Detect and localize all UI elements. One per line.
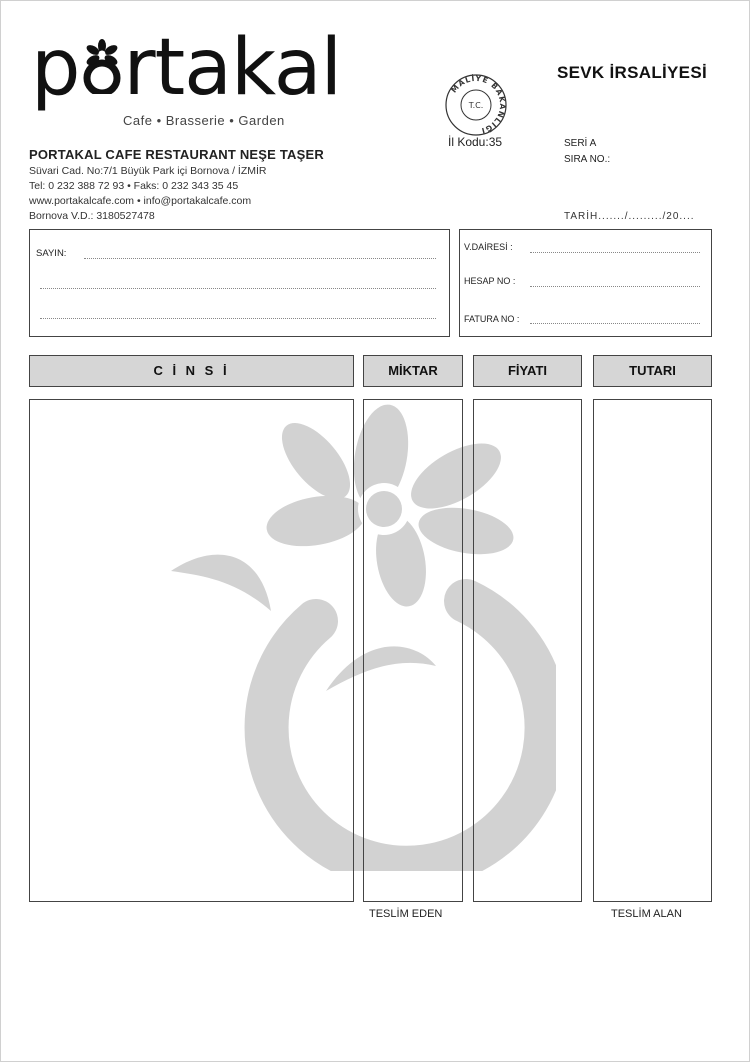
- logo-flower-icon: [80, 38, 124, 94]
- signature-teslim-alan: TESLİM ALAN: [611, 908, 682, 920]
- logo-tagline: Cafe • Brasserie • Garden: [123, 113, 285, 128]
- logo-word-rest: rtakal: [123, 23, 342, 113]
- invoice-no-line[interactable]: [530, 323, 700, 324]
- serial-number: SIRA NO.:: [564, 154, 611, 165]
- ministry-seal-icon: [444, 73, 508, 137]
- tax-office-label: V.DAİRESİ :: [464, 242, 513, 252]
- account-no-line[interactable]: [530, 286, 700, 287]
- company-name: PORTAKAL CAFE RESTAURANT NEŞE TAŞER: [29, 147, 324, 162]
- tax-office-line[interactable]: [530, 252, 700, 253]
- column-fiyati[interactable]: [473, 399, 582, 902]
- company-address: Süvari Cad. No:7/1 Büyük Park içi Bornova / İZMİR: [29, 165, 267, 177]
- column-miktar[interactable]: [363, 399, 463, 902]
- seal-center-text: T.C.: [468, 101, 484, 110]
- company-tax-office: Bornova V.D.: 3180527478: [29, 210, 155, 222]
- column-cinsi[interactable]: [29, 399, 354, 902]
- header-tutari: TUTARI: [593, 355, 712, 387]
- customer-line-1[interactable]: [84, 258, 436, 259]
- serial-series: SERİ A: [564, 138, 597, 149]
- signature-teslim-eden: TESLİM EDEN: [369, 908, 443, 920]
- seal-ring-text: MALİYE BAKANLIĞI: [449, 73, 508, 136]
- customer-line-3[interactable]: [40, 318, 436, 319]
- customer-line-2[interactable]: [40, 288, 436, 289]
- il-kodu: İl Kodu:35: [448, 135, 503, 149]
- header-cinsi: C İ N S İ: [29, 355, 354, 387]
- header-miktar: MİKTAR: [363, 355, 463, 387]
- sayin-label: SAYIN:: [36, 248, 67, 259]
- invoice-no-label: FATURA NO :: [464, 314, 520, 324]
- logo-letter-p: p: [31, 23, 80, 113]
- company-web: www.portakalcafe.com • info@portakalcafe.com: [29, 195, 252, 207]
- brand-logo: [31, 23, 342, 113]
- header-fiyati: FİYATI: [473, 355, 582, 387]
- column-tutari[interactable]: [593, 399, 712, 902]
- document-title: SEVK İRSALİYESİ: [557, 63, 707, 82]
- tax-info-box: [459, 229, 712, 337]
- account-no-label: HESAP NO :: [464, 276, 516, 286]
- company-phone: Tel: 0 232 388 72 93 • Faks: 0 232 343 35 45: [29, 180, 239, 192]
- date-field: TARİH......./........./20....: [564, 211, 695, 222]
- customer-box: [29, 229, 450, 337]
